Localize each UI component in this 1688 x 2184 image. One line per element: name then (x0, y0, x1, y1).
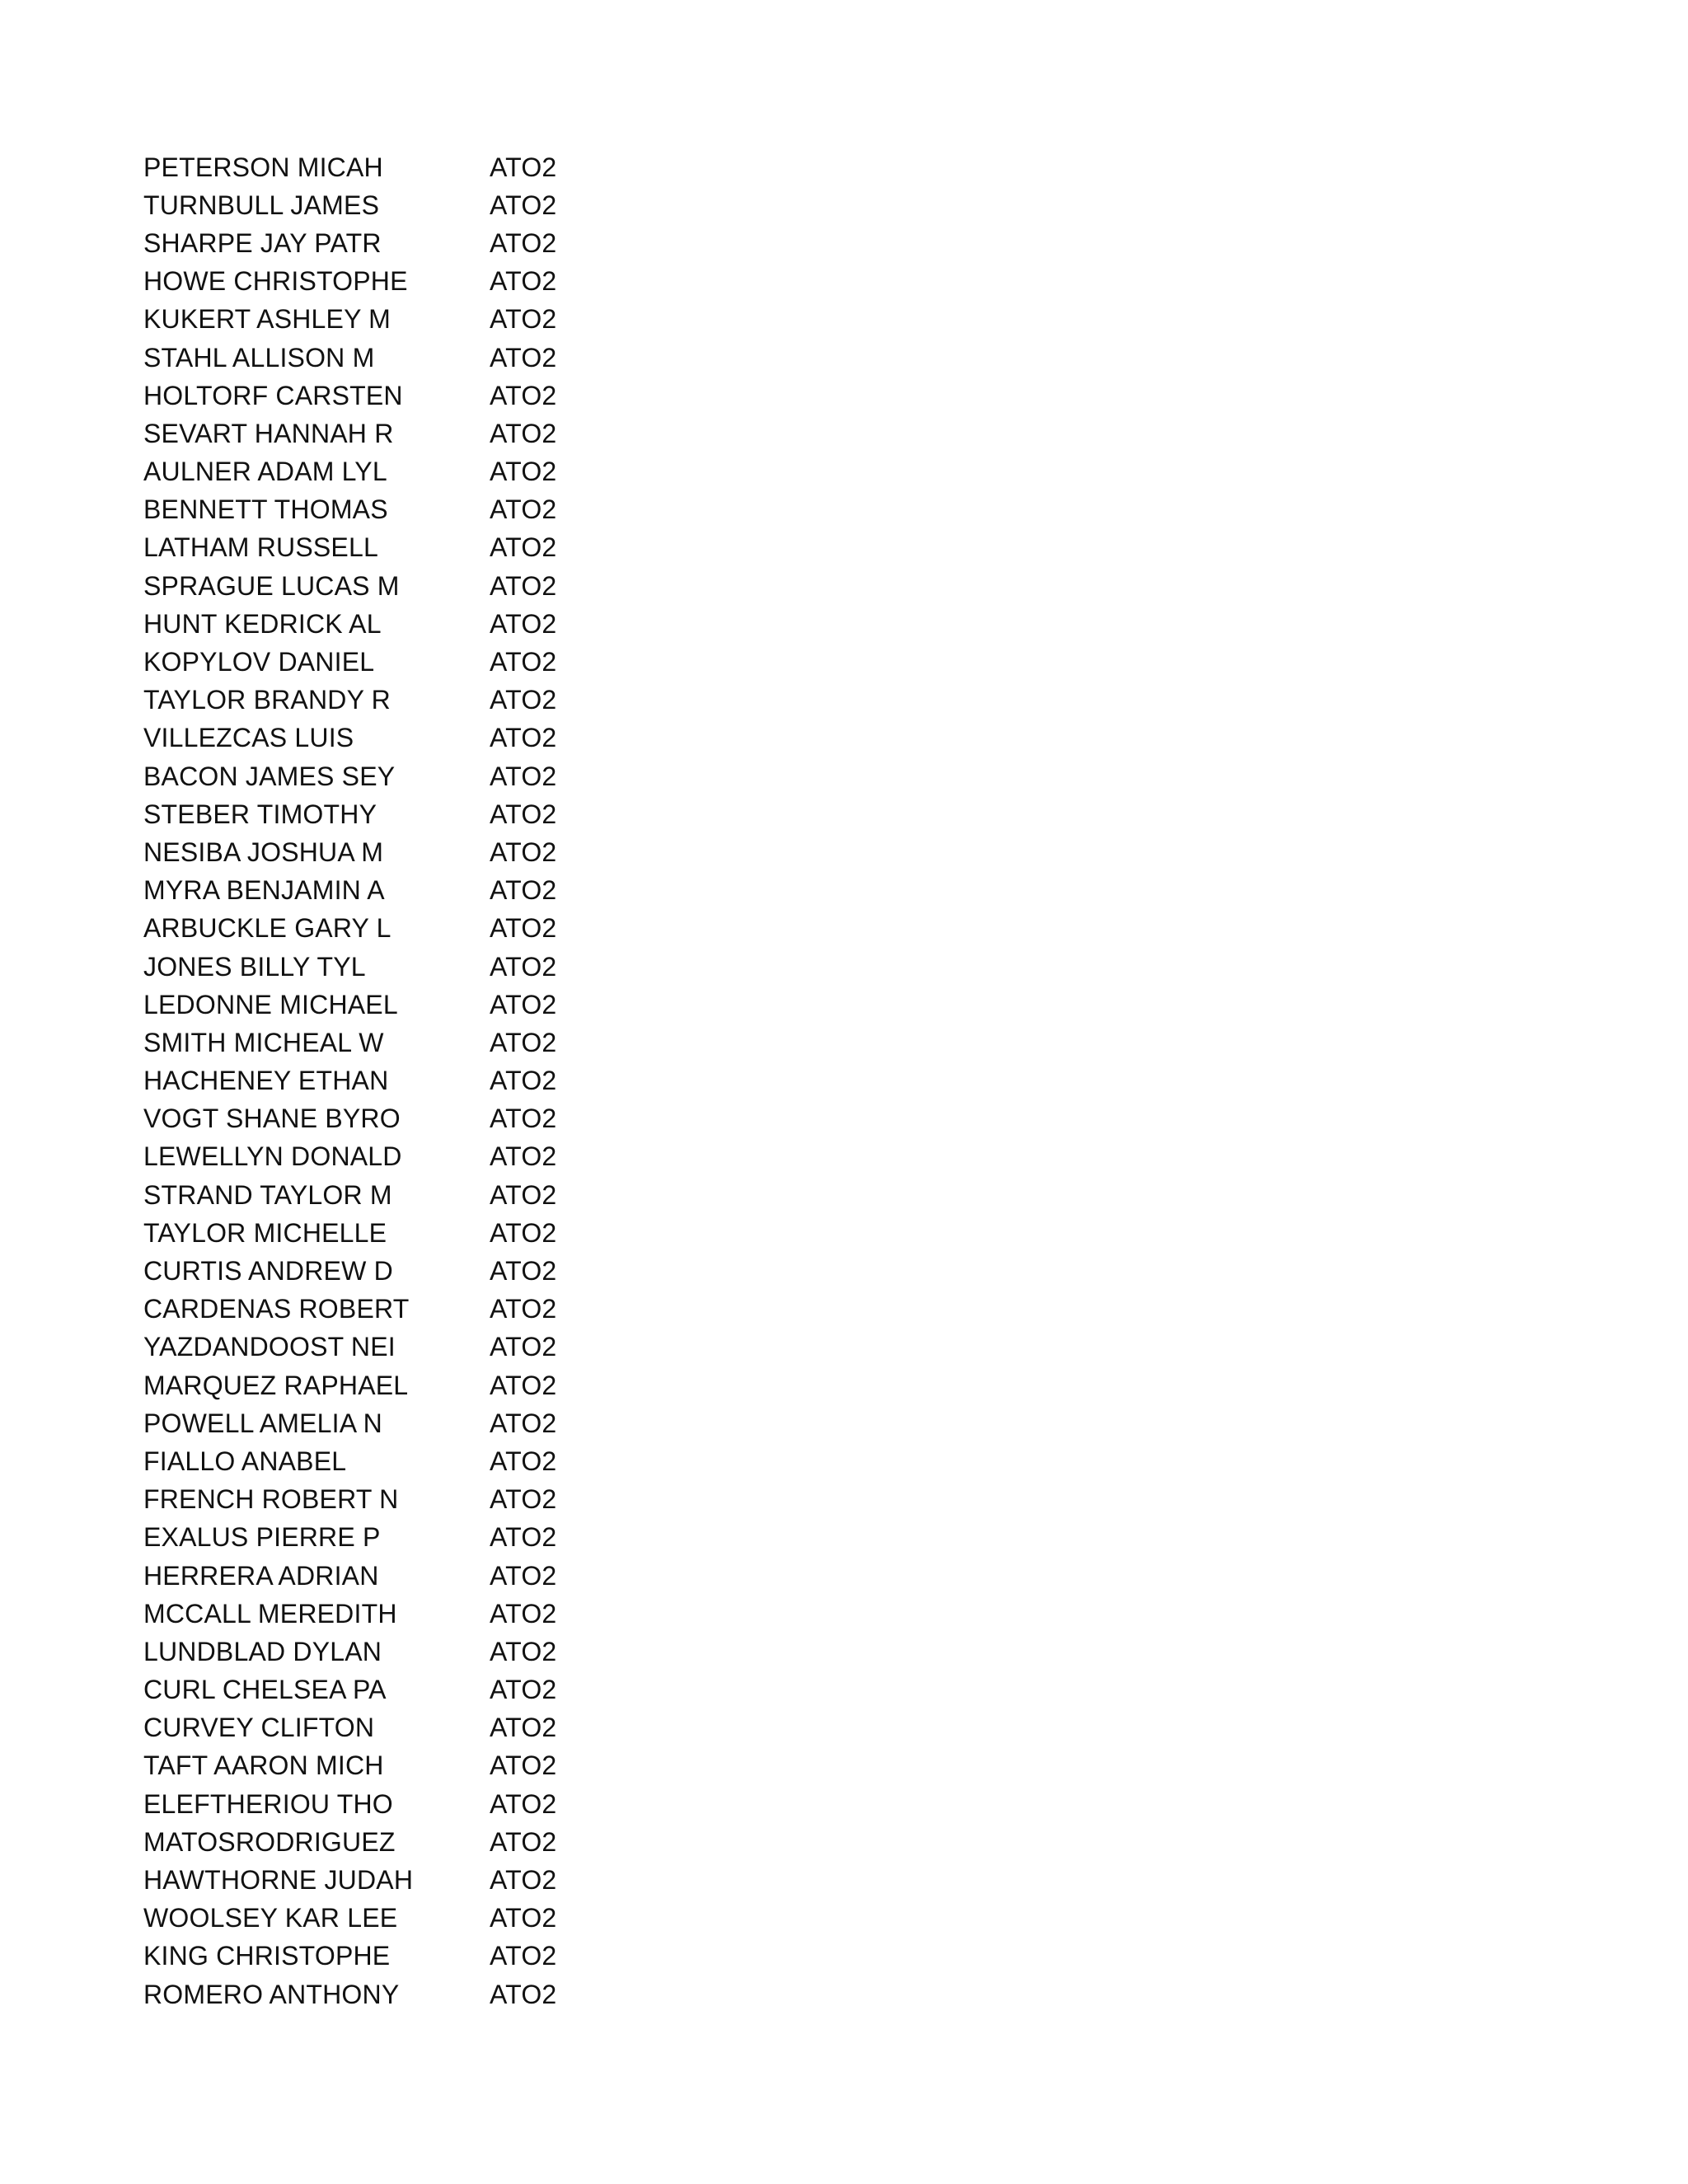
roster-row (143, 415, 638, 452)
roster-row (143, 1823, 638, 1861)
person-name: LATHAM RUSSELL (143, 532, 378, 563)
rate-code: ATO2 (490, 685, 557, 715)
roster-row (143, 1709, 638, 1747)
rate-code: ATO2 (490, 1027, 557, 1057)
roster-row (143, 1404, 638, 1442)
person-name: KOPYLOV DANIEL (143, 647, 375, 677)
rate-code: ATO2 (490, 570, 557, 601)
roster-row (143, 1366, 638, 1404)
rate-code: ATO2 (490, 266, 557, 297)
roster-row (143, 719, 638, 757)
person-name: SPRAGUE LUCAS M (143, 570, 400, 601)
roster-row (143, 1519, 638, 1557)
rate-code: ATO2 (490, 989, 557, 1019)
roster-row (143, 757, 638, 795)
rate-code: ATO2 (490, 1179, 557, 1210)
roster-row (143, 1975, 638, 2013)
roster-row (143, 1671, 638, 1709)
rate-code: ATO2 (490, 1332, 557, 1362)
person-name: EXALUS PIERRE P (143, 1522, 381, 1553)
rate-code: ATO2 (490, 1256, 557, 1286)
roster-row (143, 1329, 638, 1366)
person-name: ROMERO ANTHONY (143, 1979, 400, 2009)
roster-row (143, 1747, 638, 1785)
person-name: LEDONNE MICHAEL (143, 989, 398, 1019)
roster-row (143, 1900, 638, 1938)
person-name: MCCALL MEREDITH (143, 1598, 397, 1629)
rate-code: ATO2 (490, 761, 557, 791)
roster-row (143, 948, 638, 986)
roster-row (143, 833, 638, 871)
rate-code: ATO2 (490, 227, 557, 258)
roster-row (143, 682, 638, 719)
roster-row (143, 643, 638, 681)
roster-row (143, 1252, 638, 1290)
roster-row (143, 453, 638, 491)
roster-row (143, 377, 638, 415)
person-name: HACHENEY ETHAN (143, 1066, 389, 1096)
rate-code: ATO2 (490, 1484, 557, 1515)
person-name: YAZDANDOOST NEI (143, 1332, 396, 1362)
rate-code: ATO2 (490, 1636, 557, 1666)
roster-row (143, 301, 638, 339)
rate-code: ATO2 (490, 457, 557, 487)
person-name: SHARPE JAY PATR (143, 227, 382, 258)
person-name: ELEFTHERIOU THO (143, 1788, 393, 1819)
rate-code: ATO2 (490, 1903, 557, 1933)
roster-row (143, 529, 638, 567)
person-name: VOGT SHANE BYRO (143, 1104, 401, 1134)
roster-row (143, 567, 638, 605)
rate-code: ATO2 (490, 1522, 557, 1553)
rate-code: ATO2 (490, 152, 557, 182)
rate-code: ATO2 (490, 837, 557, 867)
roster-row (143, 186, 638, 224)
roster-row (143, 1100, 638, 1138)
rate-code: ATO2 (490, 799, 557, 829)
roster-row (143, 148, 638, 186)
roster-row (143, 1062, 638, 1100)
person-name: BENNETT THOMAS (143, 494, 388, 525)
person-name: TAFT AARON MICH (143, 1750, 384, 1781)
rate-code: ATO2 (490, 1713, 557, 1743)
person-name: KING CHRISTOPHE (143, 1941, 391, 1971)
rate-code: ATO2 (490, 380, 557, 410)
rate-code: ATO2 (490, 1066, 557, 1096)
person-name: KUKERT ASHLEY M (143, 304, 392, 335)
roster-row (143, 1595, 638, 1633)
person-name: ARBUCKLE GARY L (143, 913, 392, 944)
person-name: BACON JAMES SEY (143, 761, 396, 791)
person-name: VILLEZCAS LUIS (143, 723, 354, 753)
person-name: POWELL AMELIA N (143, 1408, 382, 1438)
roster-row (143, 1138, 638, 1176)
rate-code: ATO2 (490, 1294, 557, 1324)
person-name: HOLTORF CARSTEN (143, 380, 403, 410)
rate-code: ATO2 (490, 304, 557, 335)
rate-code: ATO2 (490, 723, 557, 753)
person-name: HERRERA ADRIAN (143, 1560, 379, 1591)
rate-code: ATO2 (490, 1750, 557, 1781)
person-name: STRAND TAYLOR M (143, 1179, 392, 1210)
roster-row (143, 1633, 638, 1671)
roster-row (143, 339, 638, 377)
rate-code: ATO2 (490, 875, 557, 906)
person-name: NESIBA JOSHUA M (143, 837, 384, 867)
person-name: MATOSRODRIGUEZ (143, 1826, 396, 1857)
person-name: MARQUEZ RAPHAEL (143, 1370, 409, 1400)
roster-row (143, 263, 638, 301)
rate-code: ATO2 (490, 1408, 557, 1438)
roster-row (143, 1442, 638, 1480)
person-name: JONES BILLY TYL (143, 951, 366, 982)
person-name: STAHL ALLISON M (143, 342, 375, 373)
rate-code: ATO2 (490, 1370, 557, 1400)
rate-code: ATO2 (490, 1446, 557, 1476)
rate-code: ATO2 (490, 532, 557, 563)
roster-row (143, 1785, 638, 1823)
rate-code: ATO2 (490, 1217, 557, 1248)
person-name: MYRA BENJAMIN A (143, 875, 385, 906)
person-name: AULNER ADAM LYL (143, 457, 387, 487)
person-name: FIALLO ANABEL (143, 1446, 347, 1476)
roster-row (143, 224, 638, 262)
roster-row (143, 1024, 638, 1062)
rate-code: ATO2 (490, 608, 557, 639)
roster-list (143, 148, 638, 2013)
roster-row (143, 910, 638, 948)
person-name: WOOLSEY KAR LEE (143, 1903, 398, 1933)
rate-code: ATO2 (490, 1865, 557, 1896)
person-name: PETERSON MICAH (143, 152, 383, 182)
person-name: CURL CHELSEA PA (143, 1675, 387, 1705)
rate-code: ATO2 (490, 1141, 557, 1172)
rate-code: ATO2 (490, 951, 557, 982)
person-name: FRENCH ROBERT N (143, 1484, 399, 1515)
rate-code: ATO2 (490, 494, 557, 525)
roster-row (143, 1214, 638, 1252)
person-name: CURTIS ANDREW D (143, 1256, 393, 1286)
roster-row (143, 1481, 638, 1519)
roster-row (143, 1938, 638, 1975)
person-name: HAWTHORNE JUDAH (143, 1865, 414, 1896)
person-name: CARDENAS ROBERT (143, 1294, 410, 1324)
person-name: TURNBULL JAMES (143, 190, 380, 220)
roster-row (143, 1176, 638, 1214)
roster-row (143, 795, 638, 833)
rate-code: ATO2 (490, 190, 557, 220)
person-name: TAYLOR MICHELLE (143, 1217, 387, 1248)
rate-code: ATO2 (490, 1104, 557, 1134)
rate-code: ATO2 (490, 1788, 557, 1819)
person-name: HUNT KEDRICK AL (143, 608, 382, 639)
rate-code: ATO2 (490, 1979, 557, 2009)
roster-row (143, 1557, 638, 1595)
roster-row (143, 872, 638, 910)
rate-code: ATO2 (490, 913, 557, 944)
rate-code: ATO2 (490, 1826, 557, 1857)
roster-row (143, 1861, 638, 1899)
person-name: SMITH MICHEAL W (143, 1027, 384, 1057)
roster-row (143, 986, 638, 1024)
person-name: LUNDBLAD DYLAN (143, 1636, 382, 1666)
rate-code: ATO2 (490, 1941, 557, 1971)
rate-code: ATO2 (490, 647, 557, 677)
rate-code: ATO2 (490, 1675, 557, 1705)
person-name: HOWE CHRISTOPHE (143, 266, 408, 297)
roster-row (143, 605, 638, 643)
rate-code: ATO2 (490, 1560, 557, 1591)
rate-code: ATO2 (490, 418, 557, 448)
person-name: SEVART HANNAH R (143, 418, 394, 448)
rate-code: ATO2 (490, 1598, 557, 1629)
person-name: LEWELLYN DONALD (143, 1141, 402, 1172)
rate-code: ATO2 (490, 342, 557, 373)
roster-row (143, 491, 638, 529)
person-name: STEBER TIMOTHY (143, 799, 377, 829)
person-name: CURVEY CLIFTON (143, 1713, 375, 1743)
person-name: TAYLOR BRANDY R (143, 685, 391, 715)
roster-row (143, 1291, 638, 1329)
